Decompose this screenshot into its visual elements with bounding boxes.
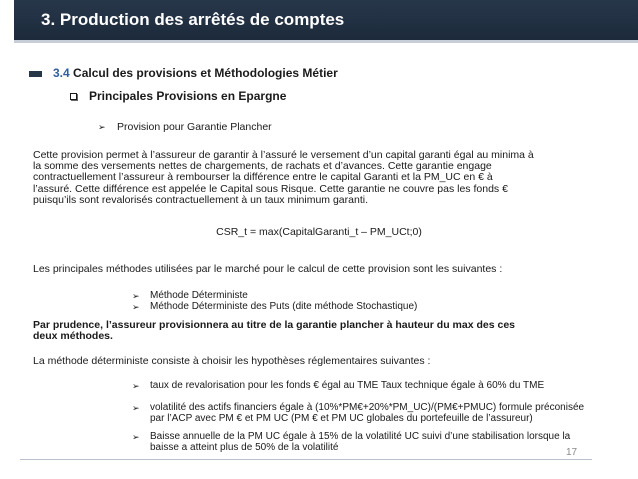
section-number: 3.4 — [53, 66, 70, 80]
paragraph-line: Par prudence, l’assureur provisionnera au titre de la garantie plancher à hauteur du max des ces — [33, 319, 516, 331]
paragraph-hypotheses-intro: La méthode déterministe consiste à choisir les hypothèses réglementaires suivantes : — [33, 355, 431, 367]
slide-title: 3. Production des arrêtés de comptes — [41, 10, 345, 29]
footer-divider — [20, 459, 592, 460]
paragraph-methods-intro: Les principales méthodes utilisées par le marché pour le calcul de cette provision sont les suivantes : — [33, 263, 503, 275]
method-item: Méthode Déterministe — [150, 290, 248, 301]
paragraph-line: l’assuré. Cette différence est appelée le Capital sous Risque. Cette garantie ne couvre pas les fonds € — [33, 182, 508, 195]
arrow-bullet-icon: ➢ — [98, 122, 106, 132]
subsection-heading: Principales Provisions en Epargne — [89, 89, 287, 103]
section-bullet-icon — [29, 71, 42, 77]
paragraph-line: deux méthodes. — [33, 330, 113, 343]
paragraph-line: Cette provision permet à l’assureur de garantir à l’assuré le versement d’un capital garanti égal au minima à — [33, 149, 534, 161]
paragraph-line: contractuellement l’assureur à rembourser la différence entre le capital Garanti et la PM_UC en € à — [33, 171, 493, 184]
formula: CSR_t = max(CapitalGaranti_t – PM_UCt;0) — [216, 226, 422, 238]
page-number: 17 — [566, 447, 578, 458]
hypothesis-item: Baisse annuelle de la PM UC égale à 15% de la volatilité UC suivi d’une stabilisation lorsque la — [150, 431, 571, 442]
arrow-bullet-icon: ➢ — [132, 403, 140, 413]
arrow-bullet-icon: ➢ — [132, 381, 140, 391]
hypothesis-item: volatilité des actifs financiers égale à (10%*PM€+20%*PM_UC)/(PM€+PMUC) formule préconisée — [150, 402, 585, 413]
paragraph-line: puisqu’ils sont revalorisés contractuellement à un taux minimum garanti. — [33, 193, 368, 206]
section-heading — [53, 66, 338, 80]
paragraph-line: la somme des versements nettes de chargements, de rachats et d’avances. Cette garantie engage — [33, 160, 492, 173]
hypothesis-item-continued: par l’ACP avec PM € et PM UC (PM € et PM UC globales du portefeuille de l’assureur) — [150, 413, 533, 424]
item-label: Provision pour Garantie Plancher — [117, 121, 272, 133]
method-item: Méthode Déterministe des Puts (dite méthode Stochastique) — [150, 301, 418, 312]
arrow-bullet-icon: ➢ — [132, 291, 140, 301]
hypothesis-item: taux de revalorisation pour les fonds € égal au TME Taux technique égale à 60% du TME — [150, 380, 545, 391]
header-divider — [14, 40, 638, 43]
paragraph-prudence — [33, 320, 629, 342]
section-title: Calcul des provisions et Méthodologies Métier — [73, 66, 338, 80]
square-bullet-icon — [70, 93, 77, 100]
paragraph-description — [33, 150, 629, 206]
hypothesis-item-continued: baisse a atteint plus de 50% de la volatilité — [150, 442, 339, 453]
arrow-bullet-icon: ➢ — [132, 302, 140, 312]
arrow-bullet-icon: ➢ — [132, 432, 140, 442]
